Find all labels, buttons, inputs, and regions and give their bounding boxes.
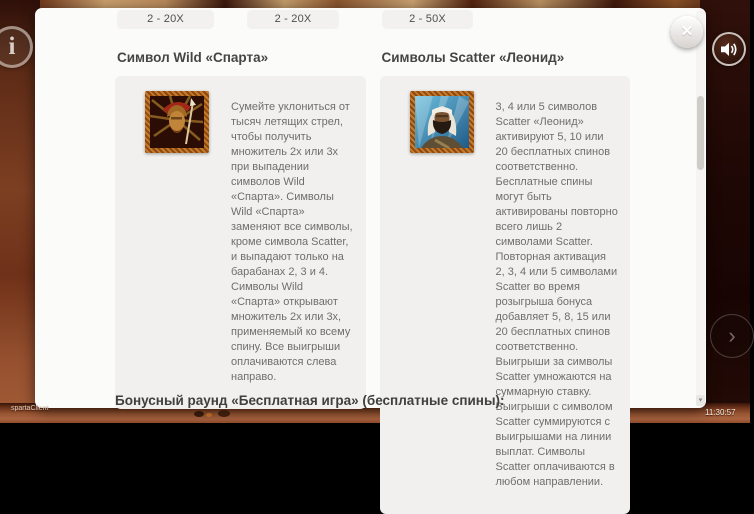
section-scatter-leonid [380, 42, 631, 514]
panel-scrollbar[interactable] [696, 10, 705, 406]
wild-card [115, 76, 366, 409]
scatter-section-title: Символы Scatter «Леонид» [381, 50, 565, 65]
wild-section-body: Сумейте уклониться от тысяч летящих стрел, чтобы получить множитель 2x или 3x при выпадении символов Wild «Спарта». Символы Wild «Спарта» заменяют все символы, кроме символа Scatter, и выпадают только на барабанах 2, 3 и 4. Символы Wild «Спарта» открывают множитель 2x или 3x, применяемый ко всему спину. Все выигрыши оплачиваются слева направо. [231, 101, 353, 383]
wild-section-title: Символ Wild «Спарта» [117, 50, 269, 65]
next-page-button[interactable]: › [710, 314, 754, 358]
wild-sparta-symbol-icon [145, 91, 209, 153]
game-info-panel [35, 8, 706, 488]
info-button[interactable]: i [0, 26, 33, 68]
sound-button[interactable] [712, 32, 746, 66]
speaker-icon [721, 42, 738, 57]
scatter-leonid-symbol-icon [410, 91, 474, 153]
paytable-cell: 2 - 50X [382, 10, 473, 29]
scatter-section-body: 3, 4 или 5 символов Scatter «Леонид» активируют 5, 10 или 20 бесплатных спинов соответственно. Бесплатные спины могут быть активированы повторно всего лишь 2 символами Scatter. Повторная активация 2, 3, 4 или 5 символами Scatter во время розыгрыша бонуса добавляет 5, 8, 15 или 20 бесплатных спинов соответственно. Выигрыши за символы Scatter умножаются на суммарную ставку. Выигрыши с символом Scatter суммируются с выигрышами на линии выплат. Символы Scatter оплачиваются в любом направлении. [495, 101, 618, 488]
scrollbar-thumb[interactable] [697, 96, 704, 170]
client-version-label: spartaClient [11, 405, 49, 412]
clock-label: 11:30:57 [705, 408, 736, 417]
bonus-round-heading: Бонусный раунд «Бесплатная игра» (бесплатные спины): [115, 393, 505, 408]
section-wild-sparta [115, 42, 366, 514]
paytable-cell: 2 - 20X [247, 10, 339, 29]
paytable-cell: 2 - 20X [117, 10, 214, 29]
scrollbar-down-arrow-icon[interactable]: ▾ [696, 395, 705, 406]
rules-columns [115, 42, 630, 514]
close-button[interactable]: ✕ [671, 16, 703, 48]
scatter-card [380, 76, 631, 514]
